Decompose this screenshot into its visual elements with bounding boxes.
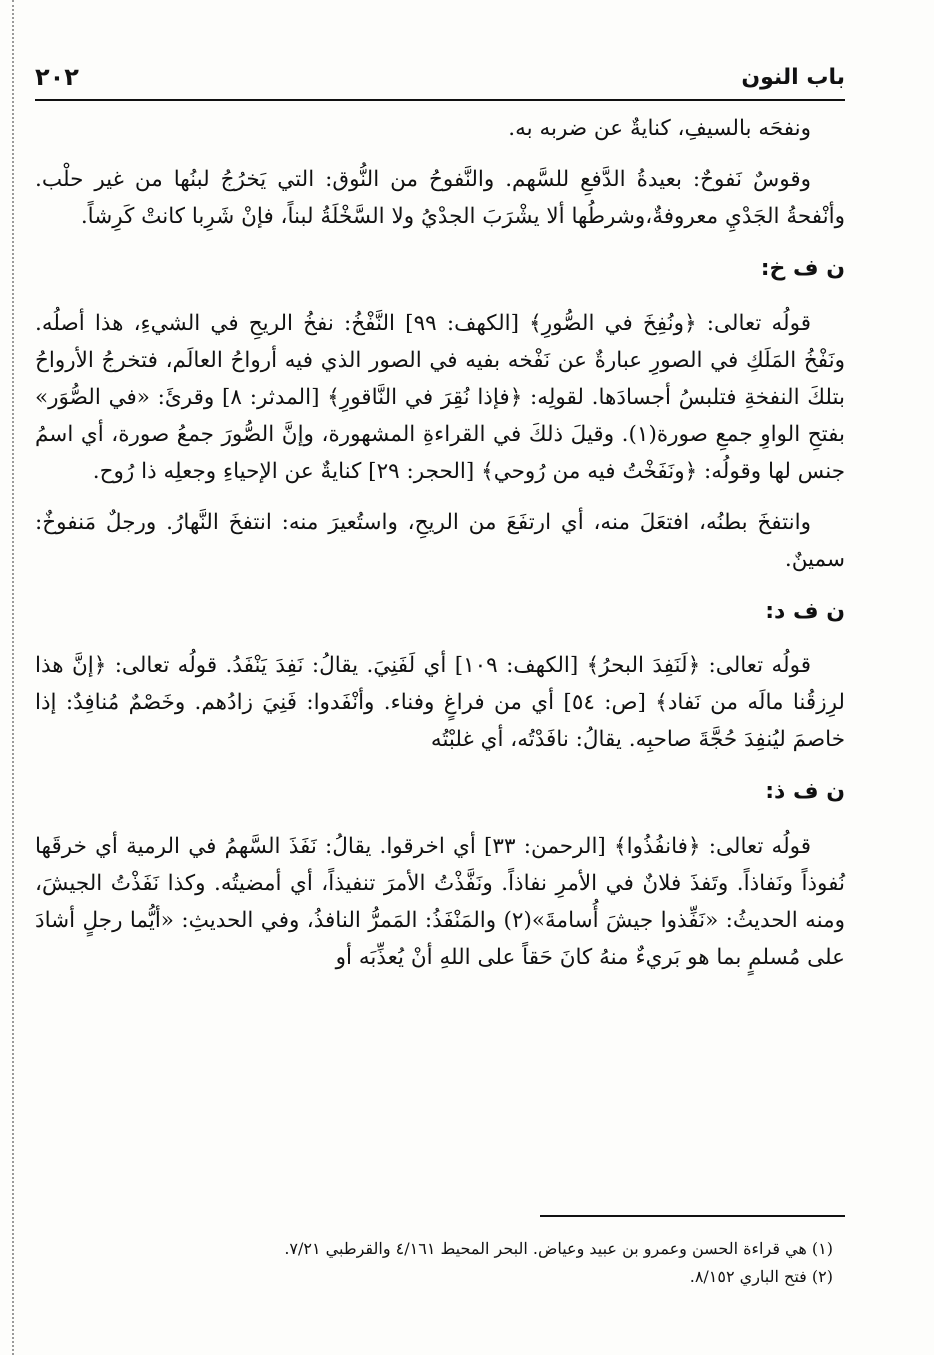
paragraph-intafakha: وانتفخَ بطنُه، افتعَلَ منه، أي ارتفَعَ من الريحِ، واستُعيرَ منه: انتفخَ النَّهارُ. ورجلٌ مَنفوخٌ: سمينٌ. [35,509,845,572]
paragraph-nafuh: وقوسٌ نَفوحٌ: بعيدةُ الدَّفعِ للسَّهم. والنَّفوحُ من النُّوق: التي يَخرُجُ لبنُها من غير حلْب. وأنْفحةُ الجَدْيِ معروفةٌ،وشرطُها ألا يشْرَبَ الجدْيُ ولا السَّخْلَةُ لبناً، فإنْ شَرِبا كانتْ كَرِشاً. [35,166,845,229]
paragraph-nafkh: قولُه تعالى: ﴿ونُفِخَ في الصُّورِ﴾ [الكهف: ٩٩] النَّفْخُ: نفخُ الريحِ في الشيءِ، هذا أصلُه. ونَفْخُ المَلَكِ في الصورِ عبارةٌ عن نَفْخه بفيه في الصور الذي فيه أرواحُ العالَم، فتخرجُ الأرواحُ بتلكَ النفخةِ فتلبسُ أجسادَها. لقولِه: ﴿فإذا نُقِرَ في النَّاقورِ﴾ [المدثر: ٨] وقرئَ: «في الصُّوَر» بفتحِ الواوِ جمعِ صورة(١). وقيلَ ذلكَ في القراءةِ المشهورة، وإنَّ الصُّورَ جمعُ صورة، أي اسمُ جنس لها وقولُه: ﴿ونَفَخْتُ فيه من رُوحي﴾ [الحجر: ٢٩] كنايةٌ عن الإحياءِ وجعلِه ذا رُوح. [35,310,846,484]
main-text [35,111,845,977]
footnotes [35,1215,845,1291]
page-number: ٢٠٢ [35,63,79,91]
footnote-1: (١) هي قراءة الحسن وعمرو بن عبيد وعياض. البحر المحيط ٤/١٦١ والقرطبي ٧/٢١. [284,1239,833,1258]
footnote-2: (٢) فتح الباري ٨/١٥٢. [689,1267,833,1286]
page-header [35,55,845,101]
entry-heading-nfd: ن ف د: [765,598,845,624]
chapter-title: باب النون [741,64,845,90]
book-page [35,55,845,1345]
footnote-divider [540,1215,845,1217]
entry-heading-nfdh: ن ف ذ: [765,779,845,805]
scan-margin-edge [12,0,14,1355]
paragraph-nafida: قولُه تعالى: ﴿لَنَفِدَ البحرُ﴾ [الكهف: ١٠٩] أي لَفَنِيَ. يقالُ: نَفِدَ يَنْفَدُ. قولُه تعالى: ﴿إنَّ هذا لرِزقُنا مالَه من نَفاد﴾ [ص: ٥٤] أي من فراغٍ وفناء. وأنْفَدوا: فَنِيَ زادُهم. وخَصْمٌ مُنافِدٌ: إذا خاصمَ ليُنفِدَ حُجَّةَ صاحبِه. يقالُ: نافَدْتُه، أي غلبْتُه [35,653,845,753]
paragraph-nafadha: قولُه تعالى: ﴿فانفُذُوا﴾ [الرحمن: ٣٣] أي اخرقوا. يقالُ: نَفَذَ السَّهمُ في الرمية أي خرقَها نُفوذاً ونَفاذاً. وتَفذَ فلانٌ في الأمرِ نفاذاً. ونَفَّذْتُ الأمرَ تنفيذاً، أي أمضيتُه. وكذا نَفَذْتُ الجيشَ، ومنه الحديثُ: «نَفِّذوا جيشَ أُسامةَ»(٢) والمَنْفَذُ: المَمرُّ النافذُ، وفي الحديثِ: «أيُّما رجلٍ أشادَ على مُسلمٍ بما هو بَريءٌ منهُ كانَ حَقاً على اللهِ أنْ يُعذِّبَه أو [35,834,846,970]
paragraph-nafaha: ونفحَه بالسيفِ، كنايةٌ عن ضربه به. [508,116,811,141]
entry-heading-nfkh: ن ف خ: [760,255,845,281]
